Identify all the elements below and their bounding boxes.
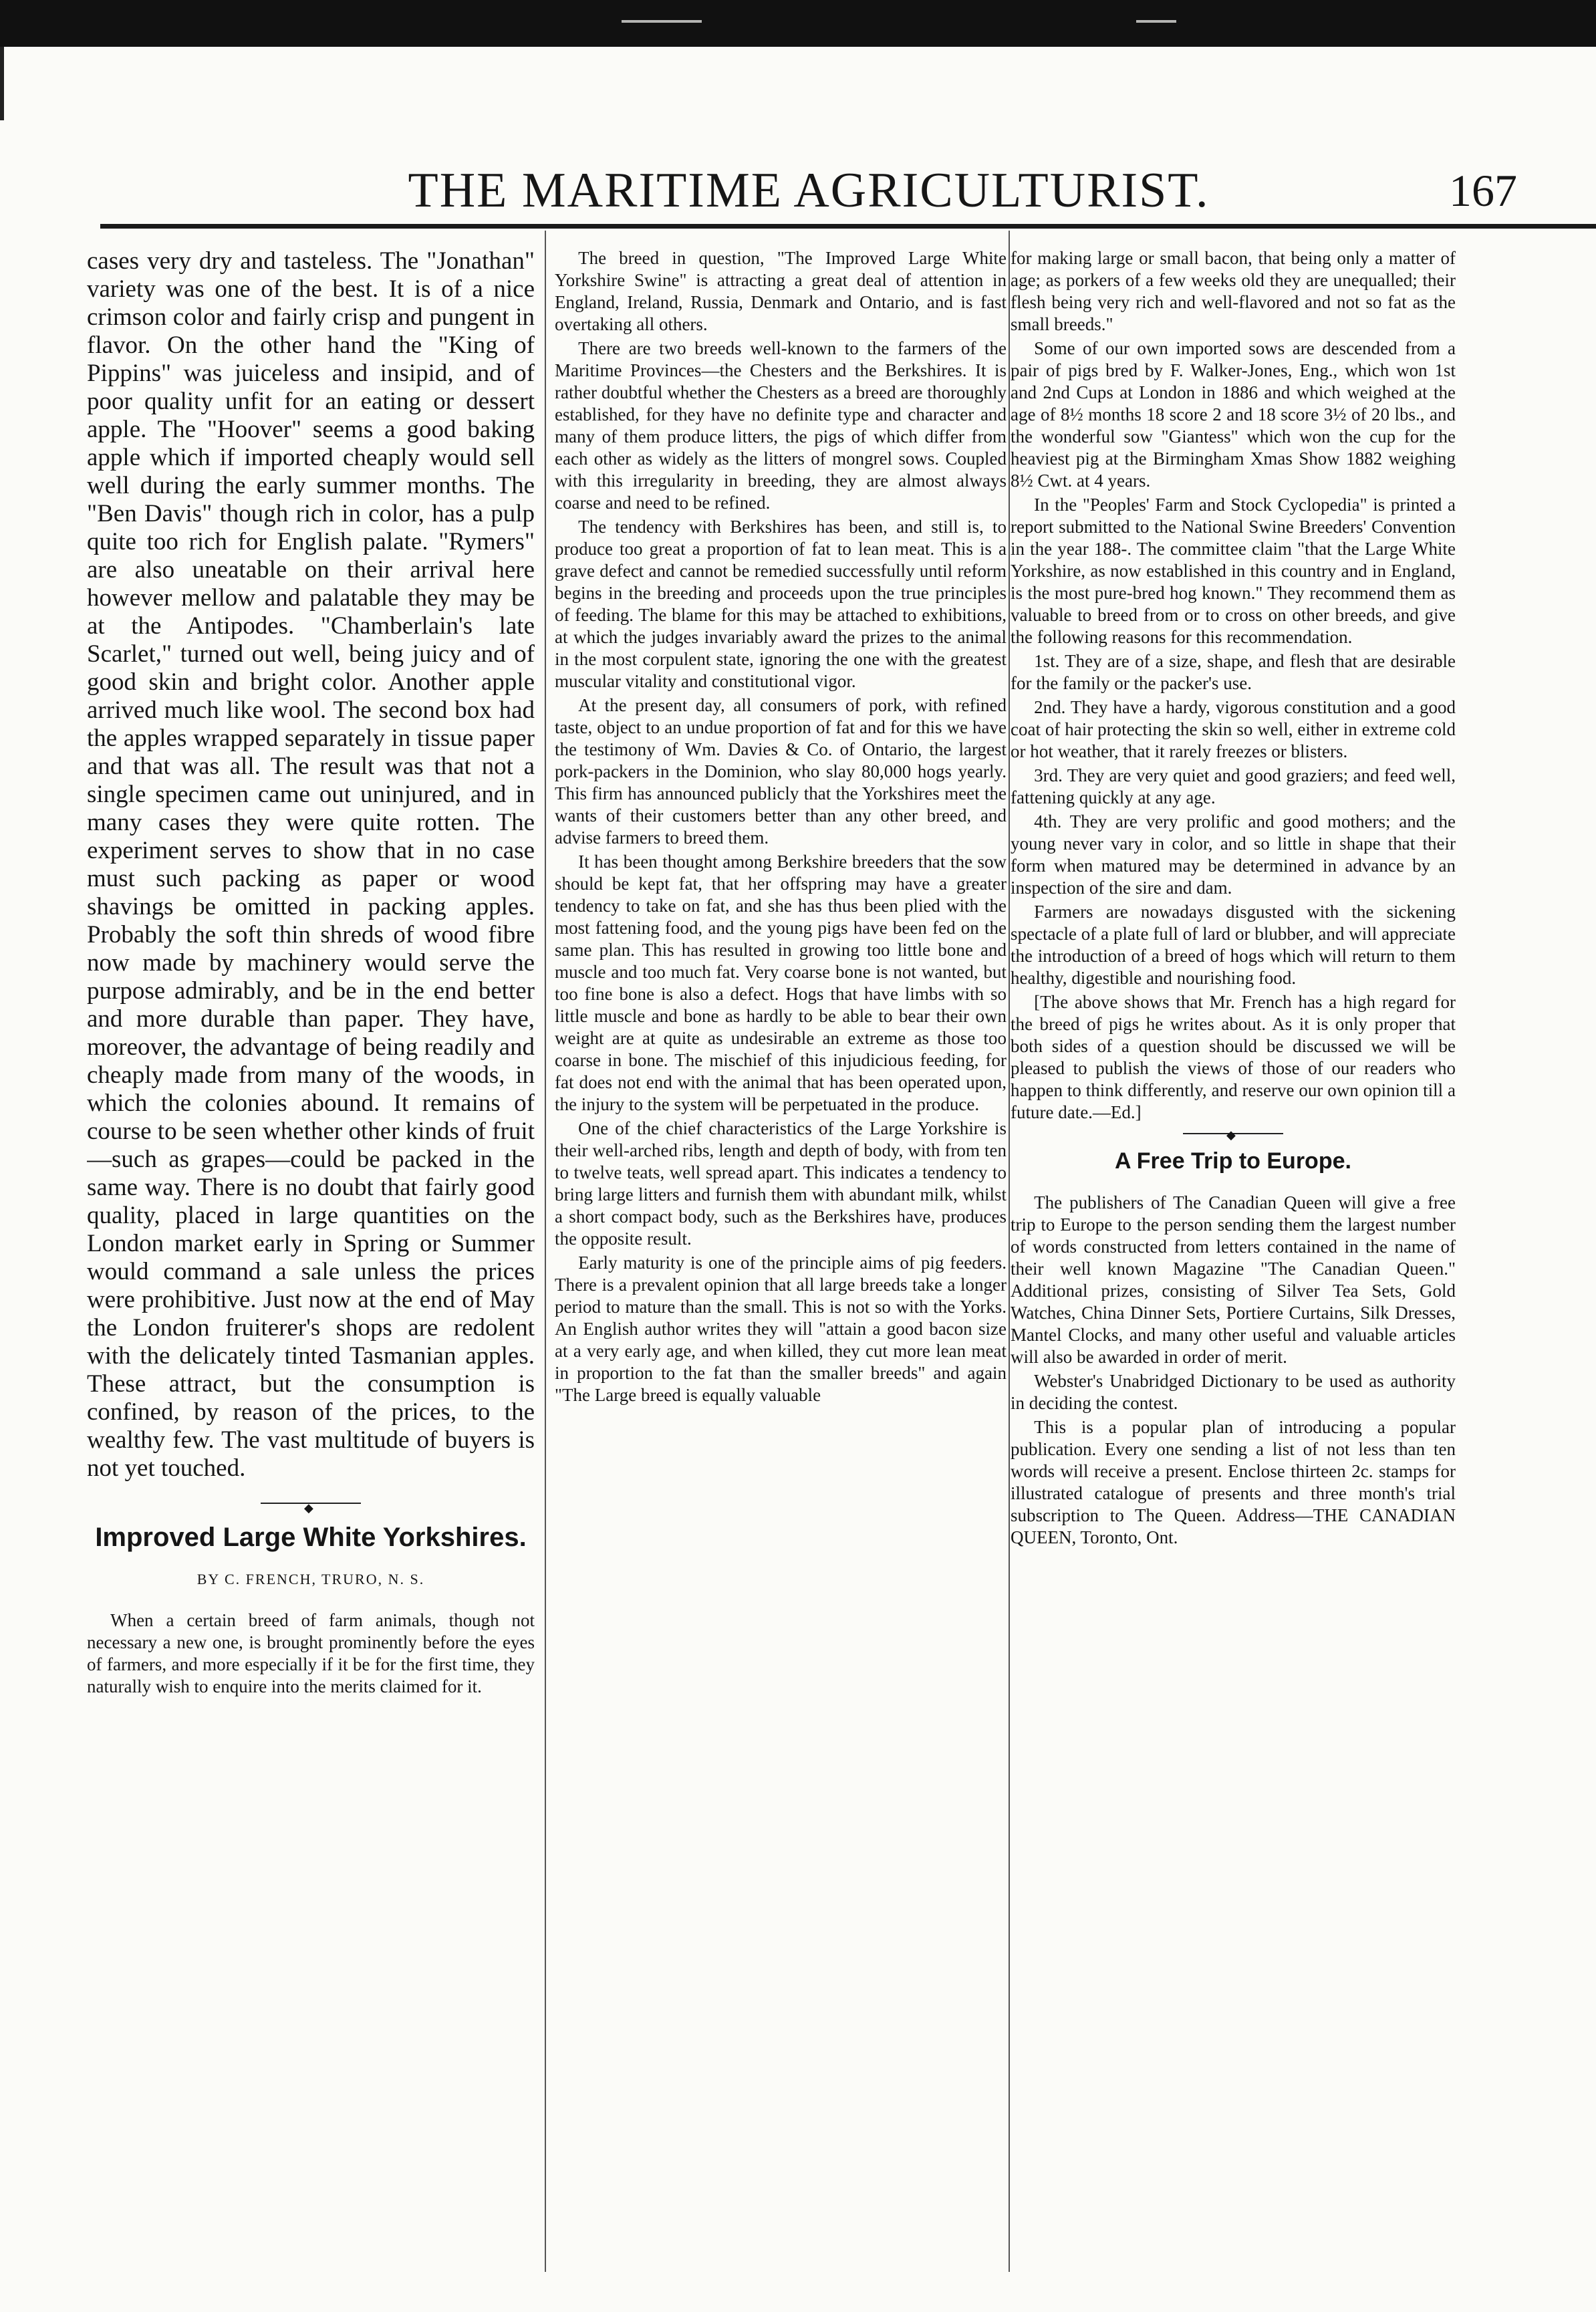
section-divider bbox=[1183, 1133, 1283, 1134]
paragraph: It has been thought among Berkshire breeders that the sow should be kept fat, that her offspring may have a greater tendency to take on fat, and she has thus been plied with the most fattening food, and the young pigs have been fed on the same plan. This has resulted in growing too little bone and muscle and too much fat. Very coarse bone is not wanted, but too fine bone is also a defect. Hogs that have limbs with so little muscle and bone as hardly to be able to bear their own weight are at quite as undesirable an extreme as those too coarse in bone. The mischief of this injudicious feeding, for fat does not end with the animal that has been operated upon, the injury to the system will be perpetuated in the produce. bbox=[555, 852, 1007, 1114]
header-rule bbox=[100, 224, 1596, 229]
column-2 bbox=[555, 247, 1007, 2285]
column-divider bbox=[1009, 231, 1010, 2272]
paragraph: The publishers of The Canadian Queen will give a free trip to Europe to the person sending them the largest number of words constructed from letters contained in the name of their well known Magazine "The Canadian Queen." Additional prizes, consisting of Silver Tea Sets, Gold Watches, China Dinner Sets, Portiere Curtains, Silk Dresses, Mantel Clocks, and many other useful and valuable articles will also be awarded in order of merit. bbox=[1011, 1192, 1456, 1367]
page-number: 167 bbox=[1449, 165, 1517, 216]
paragraph: There are two breeds well-known to the farmers of the Maritime Provinces—the Chesters and the Berkshires. It is rather doubtful whether the Chesters as a breed are thoroughly established, for they have no definite type and character and many of them produce litters, the pigs of which differ from each other as widely as the litters of mongrel sows. Coupled with this irregularity in breeding, they are almost always coarse and need to be refined. bbox=[555, 338, 1007, 513]
paragraph: Early maturity is one of the principle aims of pig feeders. There is a prevalent opinion that all large breeds take a longer period to mature than the small. This is not so with the Yorks. An English author writes they will "attain a good bacon size at a very early age, and when killed, they cut more lean meat in proportion to the fat than the smaller breeds" and again "The Large breed is equally valuable bbox=[555, 1253, 1007, 1405]
paragraph: for making large or small bacon, that being only a matter of age; as porkers of a few weeks old they are unequalled; their flesh being very rich and well-flavored and not so fat as the small breeds." bbox=[1011, 248, 1456, 334]
paragraph: cases very dry and tasteless. The "Jonathan" variety was one of the best. It is of a nice crimson color and fairly crisp and pungent in flavor. On the other hand the "King of Pippins" was juiceless and insipid, and of poor quality unfit for an eating or dessert apple. The "Hoover" seems a good baking apple which if imported cheaply would sell well during the early summer months. The "Ben Davis" though rich in color, has a pulp quite too rich for English palate. "Rymers" are also uneatable on their arrival here however mellow and palatable they may be at the Antipodes. "Chamberlain's late Scarlet," turned out well, being juicy and of good skin and bright color. Another apple arrived much like wool. The second box had the apples wrapped separately in tissue paper and that was all. The result was that not a single specimen came out uninjured, and in many cases they were quite rotten. The experiment serves to show that in no case must such packing as paper or wood shavings be omitted in packing apples. Probably the soft thin shreds of wood fibre now made by machinery would serve the purpose admirably, and be in the end better and more durable than paper. They have, moreover, the advantage of being readily and cheaply made from many of the woods, in which the colonies abound. It remains of course to be seen whether other kinds of fruit—such as grapes—could be packed in the same way. There is no doubt that fairly good quality, placed in large quantities on the London market early in Spring or Summer would command a sale unless the prices were prohibitive. Just now at the end of May the London fruiterer's shops are redolent with the delicately tinted Tasmanian apples. These attract, but the consumption is confined, by reason of the prices, to the wealthy few. The vast multitude of buyers is not yet touched. bbox=[87, 247, 535, 1482]
article-heading: Improved Large White Yorkshires. bbox=[95, 1523, 527, 1552]
paragraph: The tendency with Berkshires has been, and still is, to produce too great a proportion of fat to lean meat. This is a grave defect and cannot be remedied successfully until reform begins in the breeding and proceeds upon the true principles of feeding. The blame for this may be attached to exhibitions, at which the judges invariably award the prizes to the animal in the most corpulent state, ignoring the one with the greatest muscular vitality and constitutional vigor. bbox=[555, 517, 1007, 691]
paragraph: 3rd. They are very quiet and good graziers; and feed well, fattening quickly at any age. bbox=[1011, 765, 1456, 807]
paragraph: One of the chief characteristics of the Large Yorkshire is their well-arched ribs, length and depth of body, with from ten to twelve teats, well spread apart. This indicates a tendency to bring large litters and furnish them with abundant milk, whilst a short compact body, such as the Berkshires have, produces the opposite result. bbox=[555, 1118, 1007, 1249]
scanned-left-edge bbox=[0, 47, 4, 120]
paragraph: 1st. They are of a size, shape, and flesh that are desirable for the family or the packer's use. bbox=[1011, 651, 1456, 693]
paragraph: 4th. They are very prolific and good mothers; and the young never vary in color, and so little in shape that their form when matured may be determined in advance by an inspection of the sire and dam. bbox=[1011, 811, 1456, 898]
journal-title: THE MARITIME AGRICULTURIST. bbox=[408, 163, 1210, 218]
paragraph: When a certain breed of farm animals, though not necessary a new one, is brought prominently before the eyes of farmers, and more especially if it be for the first time, they naturally wish to enquire into the merits claimed for it. bbox=[87, 1610, 535, 1696]
masthead bbox=[100, 160, 1517, 221]
column-divider bbox=[545, 231, 546, 2272]
paragraph: At the present day, all consumers of pork, with refined taste, object to an undue proportion of fat and for this we have the testimony of Wm. Davies & Co. of Ontario, the largest pork-packers in the Dominion, who slay 80,000 hogs yearly. This firm has announced publicly that the Yorkshires meet the wants of their customers better than any other breed, and advise farmers to breed them. bbox=[555, 695, 1007, 848]
paragraph: 2nd. They have a hardy, vigorous constitution and a good coat of hair protecting the skin so well, either in extreme cold or hot weather, that it rarely freezes or blisters. bbox=[1011, 697, 1456, 761]
paragraph: In the "Peoples' Farm and Stock Cyclopedia" is printed a report submitted to the National Swine Breeders' Convention in the year 188-. The committee claim "that the Large White Yorkshire, as now established in this country and in England, is the most pure-bred hog known." They recommend them as valuable to breed from or to cross on other breeds, and give the following reasons for this recommendation. bbox=[1011, 495, 1456, 647]
section-divider bbox=[261, 1503, 361, 1504]
article-heading: A Free Trip to Europe. bbox=[1115, 1148, 1351, 1174]
paragraph: This is a popular plan of introducing a popular publication. Every one sending a list of not less than ten words will receive a present. Enclose thirteen 2c. stamps for illustrated catalogue of presents and three month's trial subscription to The Queen. Address—THE CANADIAN QUEEN, Toronto, Ont. bbox=[1011, 1417, 1456, 1547]
byline: BY C. FRENCH, TRURO, N. S. bbox=[196, 1571, 425, 1587]
paragraph: The breed in question, "The Improved Large White Yorkshire Swine" is attracting a great deal of attention in England, Ireland, Russia, Denmark and Ontario, and is fast overtaking all others. bbox=[555, 248, 1007, 334]
column-1 bbox=[87, 247, 535, 2285]
column-3 bbox=[1011, 247, 1456, 2285]
editor-note: [The above shows that Mr. French has a high regard for the breed of pigs he writes about. As it is only proper that both sides of a question should be discussed we will be pleased to publish the views of those of our readers who happen to think differently, and reserve our own opinion till a future date.—Ed.] bbox=[1011, 992, 1456, 1122]
paragraph: Some of our own imported sows are descended from a pair of pigs bred by F. Walker-Jones, Eng., which won 1st and 2nd Cups at London in 1886 and which weighed at the age of 8½ months 18 score 2 and 18 score 3½ of 20 lbs., and the wonderful sow "Giantess" which won the cup for the heaviest pig at the Birmingham Xmas Show 1882 weighing 8½ Cwt. at 4 years. bbox=[1011, 338, 1456, 491]
paragraph: Webster's Unabridged Dictionary to be used as authority in deciding the contest. bbox=[1011, 1371, 1456, 1413]
paragraph: Farmers are nowadays disgusted with the sickening spectacle of a plate full of lard or blubber, and will appreciate the introduction of a breed of hogs which will return to them healthy, digestible and nourishing food. bbox=[1011, 902, 1456, 988]
scanned-top-border bbox=[0, 0, 1596, 47]
